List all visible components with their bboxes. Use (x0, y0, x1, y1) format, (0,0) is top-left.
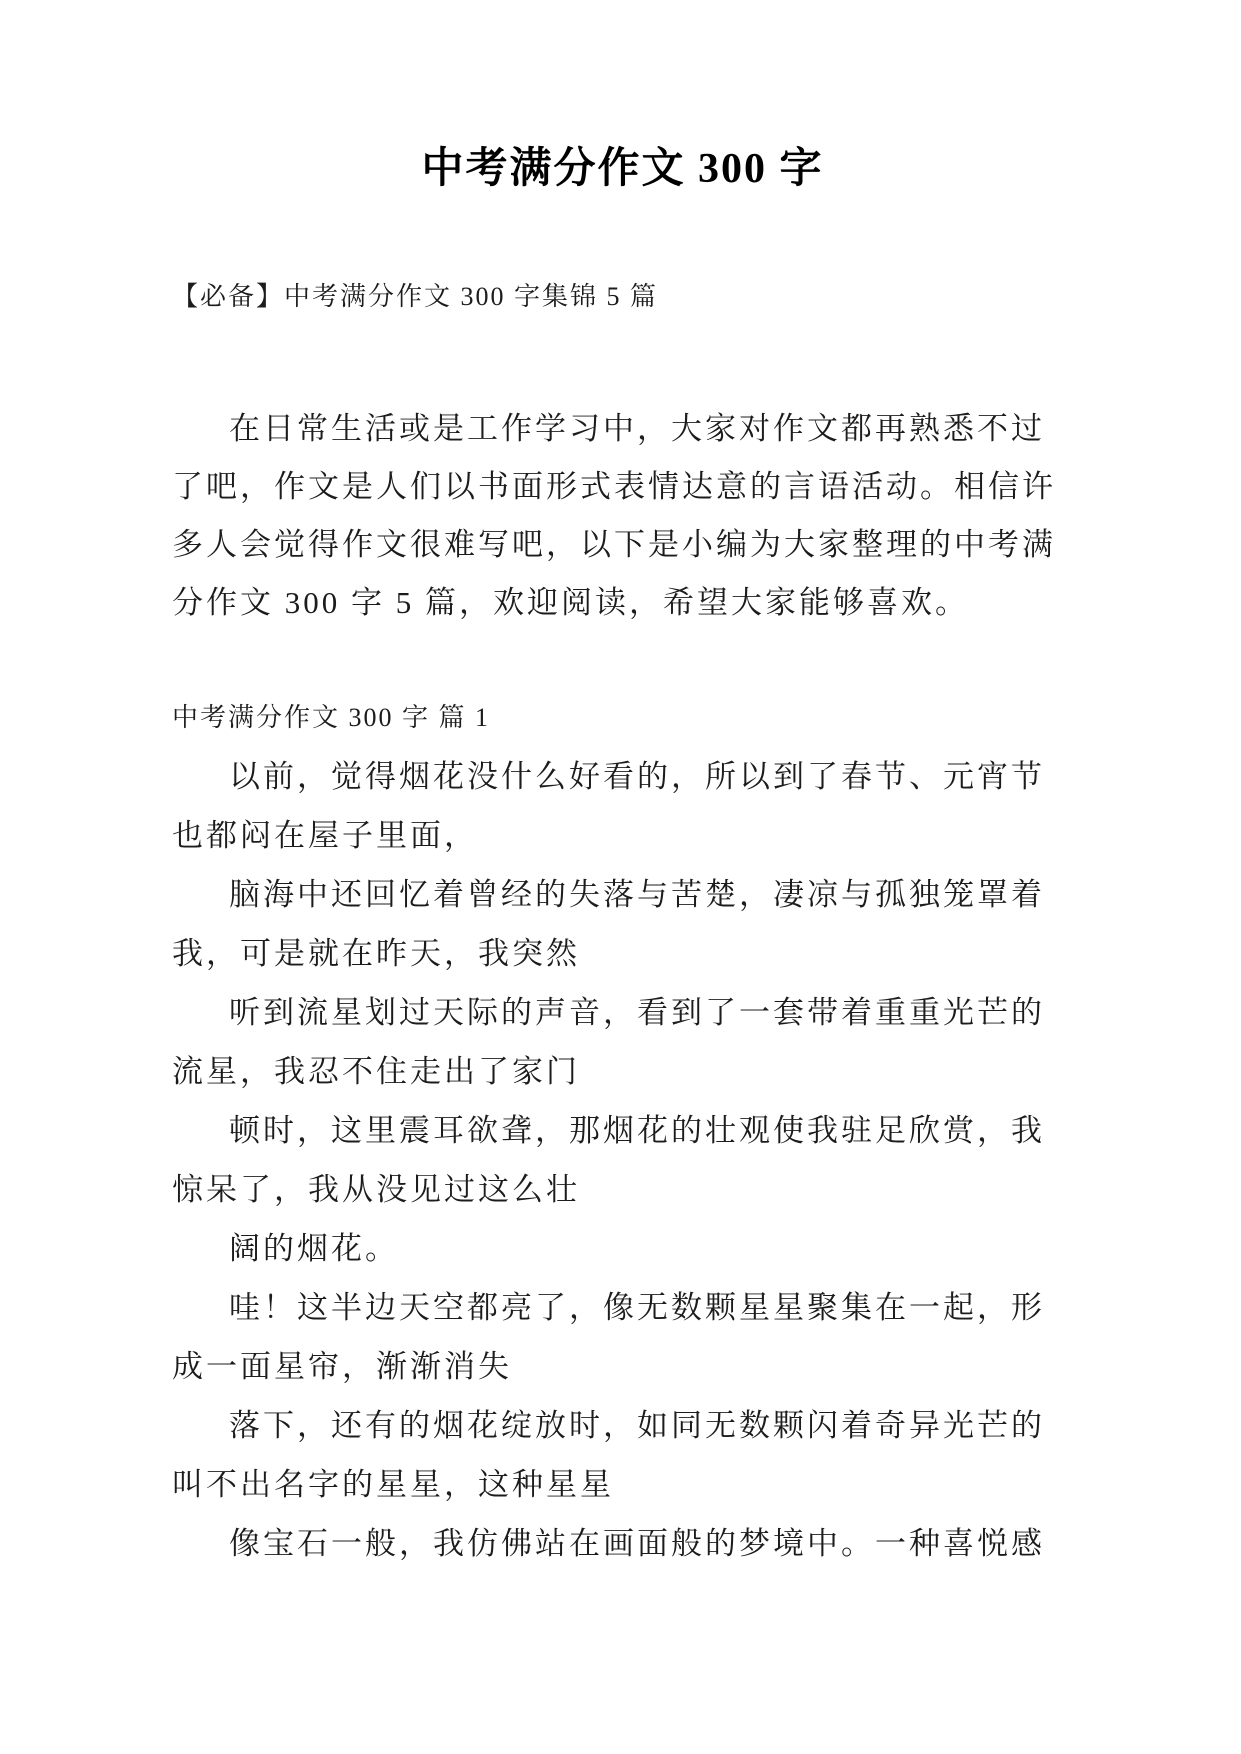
essay-line: 落下，还有的烟花绽放时，如同无数颗闪着奇异光芒的 (229, 1408, 1045, 1443)
essay-line: 以前，觉得烟花没什么好看的，所以到了春节、元宵节 (229, 759, 1045, 794)
intro-line: 了吧，作文是人们以书面形式表情达意的言语活动。相信许 (172, 469, 1056, 504)
essay-line: 惊呆了，我从没见过这么壮 (172, 1172, 580, 1207)
intro-line: 在日常生活或是工作学习中，大家对作文都再熟悉不过 (229, 411, 1045, 446)
document-subtitle: 【必备】中考满分作文 300 字集锦 5 篇 (172, 282, 659, 311)
intro-line: 多人会觉得作文很难写吧，以下是小编为大家整理的中考满 (172, 527, 1056, 562)
essay-line: 流星，我忍不住走出了家门 (172, 1054, 580, 1089)
essay-line: 叫不出名字的星星，这种星星 (172, 1467, 614, 1502)
essay-line: 成一面星帘，渐渐消失 (172, 1349, 512, 1384)
essay-line: 顿时，这里震耳欲聋，那烟花的壮观使我驻足欣赏，我 (229, 1113, 1045, 1148)
essay-line: 阔的烟花。 (229, 1231, 399, 1266)
essay-line: 我，可是就在昨天，我突然 (172, 936, 580, 971)
section-heading: 中考满分作文 300 字 篇 1 (172, 703, 491, 732)
intro-paragraph (172, 400, 1073, 632)
essay-line: 像宝石一般，我仿佛站在画面般的梦境中。一种喜悦感 (229, 1526, 1045, 1561)
essay-line: 脑海中还回忆着曾经的失落与苦楚，凄凉与孤独笼罩着 (229, 877, 1045, 912)
intro-line: 分作文 300 字 5 篇，欢迎阅读，希望大家能够喜欢。 (172, 585, 969, 620)
essay-line: 哇！这半边天空都亮了，像无数颗星星聚集在一起，形 (229, 1290, 1045, 1325)
essay-line: 听到流星划过天际的声音，看到了一套带着重重光芒的 (229, 995, 1045, 1030)
document-title: 中考满分作文 300 字 (421, 146, 824, 192)
essay-body (172, 747, 1073, 1573)
essay-line: 也都闷在屋子里面， (172, 818, 478, 853)
